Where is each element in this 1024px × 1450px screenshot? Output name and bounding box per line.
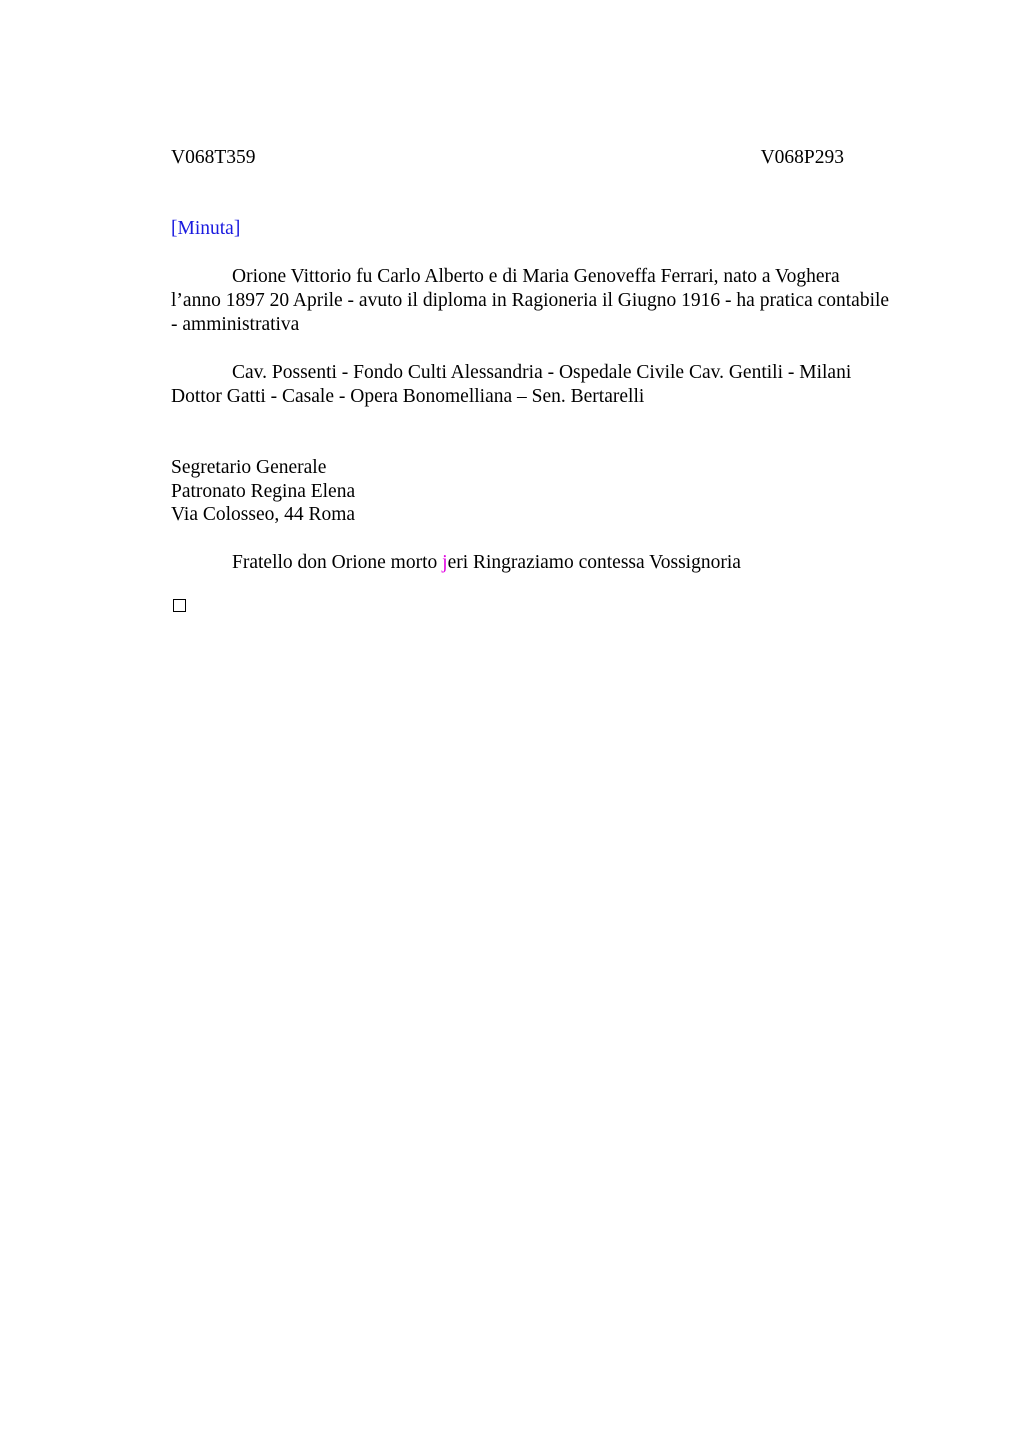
right-code: V068P293 xyxy=(760,147,844,168)
telegram-text-before: Fratello don Orione morto xyxy=(232,551,443,573)
document-header xyxy=(171,146,844,170)
telegram-highlight-letter: j xyxy=(442,551,448,573)
telegram-text-after: eri Ringraziamo contessa Vossignoria xyxy=(447,551,741,573)
address-line: Segretario Generale xyxy=(171,457,327,478)
document-page xyxy=(171,146,893,612)
address-line: Via Colosseo, 44 Roma xyxy=(171,504,356,525)
telegram-text xyxy=(171,551,893,575)
paragraph-biography: Orione Vittorio fu Carlo Alberto e di Maria Genoveffa Ferrari, nato a Voghera l’anno 1897 20 Aprile - avuto il diploma in Ragioneria il Giugno 1916 - ha pratica contabile - amministrativa xyxy=(171,266,890,335)
square-box-icon xyxy=(173,599,186,612)
left-code: V068T359 xyxy=(171,147,256,168)
address-line: Patronato Regina Elena xyxy=(171,480,356,502)
minuta-label: [Minuta] xyxy=(171,218,241,239)
address-block xyxy=(171,456,893,527)
paragraph-references: Cav. Possenti - Fondo Culti Alessandria - Ospedale Civile Cav. Gentili - Milani Dottor Gatti - Casale - Opera Bonomelliana – Sen. Bertarelli xyxy=(171,362,852,407)
